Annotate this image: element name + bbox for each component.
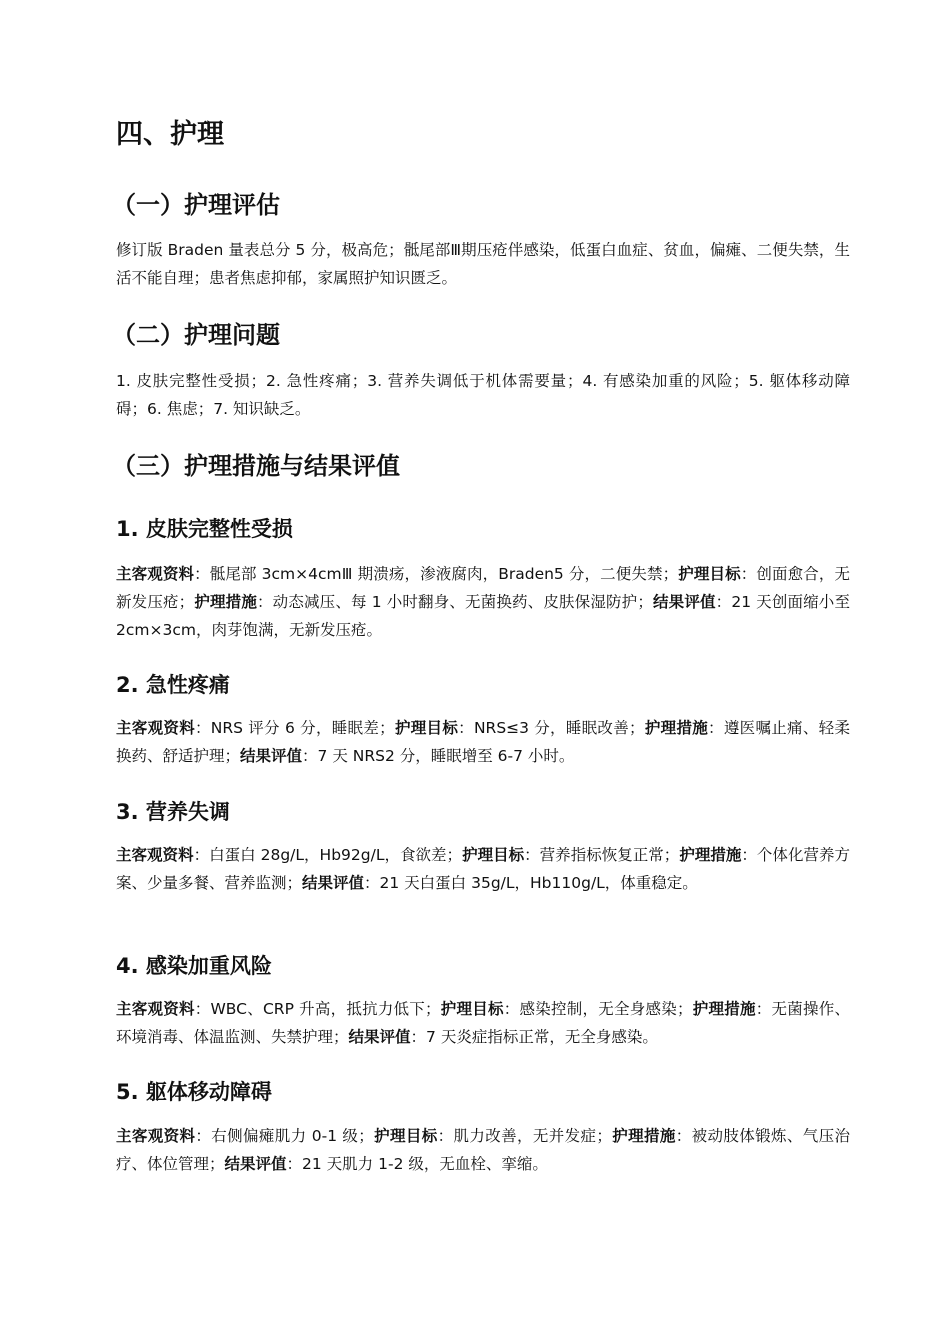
label-data: 主客观资料	[116, 719, 195, 737]
section-title: 四、护理	[116, 119, 224, 150]
assessment-heading: （一）护理评估	[112, 191, 280, 219]
item-goal: ：感染控制，无全身感染；	[503, 1000, 693, 1018]
label-goal: 护理目标	[462, 846, 525, 864]
label-goal: 护理目标	[373, 1127, 438, 1145]
item-action: ：遵医嘱止痛、轻柔换药、舒适护理；	[116, 719, 850, 765]
label-action: 护理措施	[194, 593, 257, 611]
item-result: ：21 天白蛋白 35g/L，Hb110g/L，体重稳定。	[364, 874, 698, 892]
assessment-text: 修订版 Braden 量表总分 5 分，极高危；骶尾部Ⅲ期压疮伴感染，低蛋白血症、贫血，偏瘫、二便失禁，生活不能自理；患者焦虑抑郁，家属照护知识匮乏。	[116, 241, 850, 287]
item-data: ：NRS 评分 6 分，睡眠差；	[195, 719, 395, 737]
item-data: ：WBC、CRP 升高，抵抗力低下；	[194, 1000, 441, 1018]
item-action: ：个体化营养方案、少量多餐、营养监测；	[116, 846, 850, 892]
label-result: 结果评值	[240, 747, 303, 765]
label-action: 护理措施	[611, 1127, 676, 1145]
item-data: ：骶尾部 3cm×4cmⅢ 期溃疡，渗液腐肉，Braden5 分，二便失禁；	[194, 565, 679, 583]
item-data: ：白蛋白 28g/L，Hb92g/L，食欲差；	[193, 846, 463, 864]
label-result: 结果评值	[224, 1155, 287, 1173]
label-action: 护理措施	[644, 719, 709, 737]
label-data: 主客观资料	[116, 1127, 196, 1145]
label-goal: 护理目标	[394, 719, 459, 737]
item-data: ：右侧偏瘫肌力 0-1 级；	[195, 1127, 374, 1145]
item-body	[116, 995, 850, 1051]
label-data: 主客观资料	[116, 846, 194, 864]
label-data: 主客观资料	[116, 565, 195, 583]
item-body	[116, 841, 850, 897]
label-goal: 护理目标	[440, 1000, 504, 1018]
item-title: 2. 急性疼痛	[116, 673, 230, 697]
item-goal: ：肌力改善，无并发症；	[437, 1127, 612, 1145]
problems-heading: （二）护理问题	[112, 321, 280, 349]
item-result: ：7 天 NRS2 分，睡眠增至 6-7 小时。	[302, 747, 575, 765]
item-title: 3. 营养失调	[116, 800, 230, 824]
item-body	[116, 714, 850, 770]
item-action: ：被动肢体锻炼、气压治疗、体位管理；	[116, 1127, 850, 1173]
item-title: 1. 皮肤完整性受损	[116, 517, 293, 541]
item-result: ：21 天创面缩小至 2cm×3cm，肉芽饱满，无新发压疮。	[116, 593, 850, 639]
label-action: 护理措施	[679, 846, 742, 864]
measures-heading: （三）护理措施与结果评值	[112, 452, 400, 480]
item-goal: ：NRS≤3 分，睡眠改善；	[458, 719, 645, 737]
label-result: 结果评值	[348, 1028, 411, 1046]
item-title: 5. 躯体移动障碍	[116, 1080, 272, 1104]
label-data: 主客观资料	[116, 1000, 195, 1018]
item-title: 4. 感染加重风险	[116, 954, 272, 978]
label-goal: 护理目标	[678, 565, 741, 583]
label-action: 护理措施	[692, 1000, 756, 1018]
item-result: ：21 天肌力 1-2 级，无血栓、挛缩。	[286, 1155, 548, 1173]
label-result: 结果评值	[652, 593, 716, 611]
item-result: ：7 天炎症指标正常，无全身感染。	[410, 1028, 658, 1046]
item-action: ：无菌操作、环境消毒、体温监测、失禁护理；	[116, 1000, 850, 1046]
problems-text: 1. 皮肤完整性受损；2. 急性疼痛；3. 营养失调低于机体需要量；4. 有感染加重的风险；5. 躯体移动障碍；6. 焦虑；7. 知识缺乏。	[116, 372, 850, 418]
item-goal: ：营养指标恢复正常；	[524, 846, 680, 864]
item-goal: ：创面愈合，无新发压疮；	[116, 565, 850, 611]
item-body	[116, 560, 850, 644]
label-result: 结果评值	[302, 874, 365, 892]
item-action: ：动态减压、每 1 小时翻身、无菌换药、皮肤保湿防护；	[257, 593, 653, 611]
item-body	[116, 1122, 850, 1178]
